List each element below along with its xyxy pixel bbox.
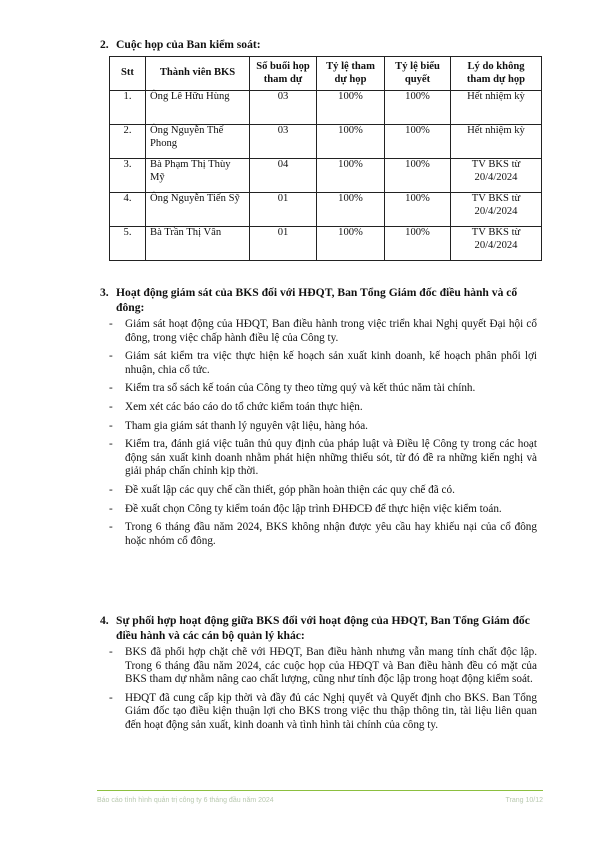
list-item: - Kiểm tra, đánh giá việc tuân thủ quy định của pháp luật và Điều lệ Công ty trong các hoạt động sản xuất kinh doanh nhằm phát hiện những thiếu sót, từ đó đề ra những kiến nghị và giải pháp chấn chỉnh kịp thời.: [109, 438, 537, 478]
cell-voting-rate: 100%: [385, 91, 451, 125]
cell-sessions: 01: [250, 193, 317, 227]
section-3-list: [109, 318, 537, 553]
header-absence-reason: Lý do không tham dự họp: [451, 57, 542, 91]
section-4-heading: [100, 614, 540, 643]
page-number: Trang 10/12: [505, 797, 543, 804]
header-sessions: Số buổi họp tham dự: [250, 57, 317, 91]
footer-title: Báo cáo tình hình quản trị công ty 6 tháng đầu năm 2024: [97, 797, 274, 804]
section-2-heading: [100, 38, 261, 53]
table-row: [110, 91, 542, 125]
cell-voting-rate: 100%: [385, 159, 451, 193]
cell-sessions: 04: [250, 159, 317, 193]
header-attendance-rate: Tỷ lệ tham dự họp: [317, 57, 385, 91]
section-title: Sự phối hợp hoạt động giữa BKS đối với hoạt động của HĐQT, Ban Tổng Giám đốc điều hành và các cán bộ quản lý khác:: [116, 614, 530, 642]
table-row: [110, 193, 542, 227]
cell-stt: 3.: [110, 159, 146, 193]
cell-member: Bà Phạm Thị Thùy Mỹ: [146, 159, 250, 193]
list-item: - HĐQT đã cung cấp kịp thời và đầy đủ các Nghị quyết và Quyết định cho BKS. Ban Tổng Giám đốc tạo điều kiện thuận lợi cho BKS trong việc thu thập thông tin, tài liệu liên quan đến hoạt động sản xuất, kinh doanh và tình hình tài chính của công ty.: [109, 691, 537, 731]
section-title: Cuộc họp của Ban kiểm soát:: [116, 38, 261, 51]
list-item: - Giám sát kiểm tra việc thực hiện kế hoạch sản xuất kinh doanh, kế hoạch phân phối lợi nhuận, chia cổ tức.: [109, 350, 537, 376]
header-member: Thành viên BKS: [146, 57, 250, 91]
cell-sessions: 01: [250, 227, 317, 261]
cell-absence-reason: TV BKS từ 20/4/2024: [451, 193, 542, 227]
cell-absence-reason: TV BKS từ 20/4/2024: [451, 227, 542, 261]
cell-stt: 2.: [110, 125, 146, 159]
list-item: - Đề xuất lập các quy chế cần thiết, góp phần hoàn thiện các quy chế đã có.: [109, 483, 455, 496]
cell-attendance-rate: 100%: [317, 125, 385, 159]
list-item: - Kiểm tra sổ sách kế toán của Công ty theo từng quý và kết thúc năm tài chính.: [109, 382, 476, 395]
list-item: - Xem xét các báo cáo do tổ chức kiểm toán thực hiện.: [109, 400, 363, 413]
cell-sessions: 03: [250, 91, 317, 125]
list-item: - Giám sát hoạt động của HĐQT, Ban điều hành trong việc triển khai Nghị quyết Đại hội cổ đông, trong việc chấp hành điều lệ của Công ty.: [109, 318, 537, 344]
section-number: 4.: [100, 614, 109, 627]
cell-attendance-rate: 100%: [317, 227, 385, 261]
cell-absence-reason: Hết nhiệm kỳ: [451, 125, 542, 159]
cell-member: Ông Lê Hữu Hùng: [146, 91, 250, 125]
cell-attendance-rate: 100%: [317, 193, 385, 227]
list-item: - Đề xuất chọn Công ty kiểm toán độc lập trình ĐHĐCĐ để thực hiện việc kiểm toán.: [109, 502, 502, 515]
table-header-row: [110, 57, 542, 91]
table-row: [110, 159, 542, 193]
cell-member: Bà Trần Thị Vân: [146, 227, 250, 261]
table-row: [110, 125, 542, 159]
cell-absence-reason: TV BKS từ 20/4/2024: [451, 159, 542, 193]
footer-divider: [97, 790, 543, 791]
list-item: - BKS đã phối hợp chặt chẽ với HĐQT, Ban điều hành nhưng vẫn mang tính chất độc lập. Trong 6 tháng đầu năm 2024, các cuộc họp của HĐQT và Ban điều hành đều có mặt của BKS tham dự nhằm nâng cao chất lượng, cũng như tính độc lập trong hoạt động kiểm soát.: [109, 646, 537, 686]
section-4-list: [109, 646, 537, 738]
section-number: 3.: [100, 286, 109, 299]
cell-voting-rate: 100%: [385, 125, 451, 159]
table-row: [110, 227, 542, 261]
cell-attendance-rate: 100%: [317, 91, 385, 125]
section-3-heading: [100, 286, 540, 315]
cell-member: Ông Nguyễn Tiến Sỹ: [146, 193, 250, 227]
cell-attendance-rate: 100%: [317, 159, 385, 193]
cell-stt: 5.: [110, 227, 146, 261]
cell-stt: 4.: [110, 193, 146, 227]
header-stt: Stt: [110, 57, 146, 91]
cell-member: Ông Nguyễn Thế Phong: [146, 125, 250, 159]
cell-stt: 1.: [110, 91, 146, 125]
header-voting-rate: Tỷ lệ biểu quyết: [385, 57, 451, 91]
list-item: - Tham gia giám sát thanh lý nguyên vật liệu, hàng hóa.: [109, 419, 368, 432]
cell-voting-rate: 100%: [385, 193, 451, 227]
section-number: 2.: [100, 38, 109, 51]
cell-voting-rate: 100%: [385, 227, 451, 261]
list-item: - Trong 6 tháng đầu năm 2024, BKS không nhận được yêu cầu hay khiếu nại của cổ đông hoặc nhóm cổ đông.: [109, 521, 537, 547]
section-title: Hoạt động giám sát của BKS đối với HĐQT, Ban Tổng Giám đốc điều hành và cổ đông:: [116, 286, 518, 314]
cell-sessions: 03: [250, 125, 317, 159]
bks-meeting-table: [109, 56, 542, 261]
cell-absence-reason: Hết nhiệm kỳ: [451, 91, 542, 125]
